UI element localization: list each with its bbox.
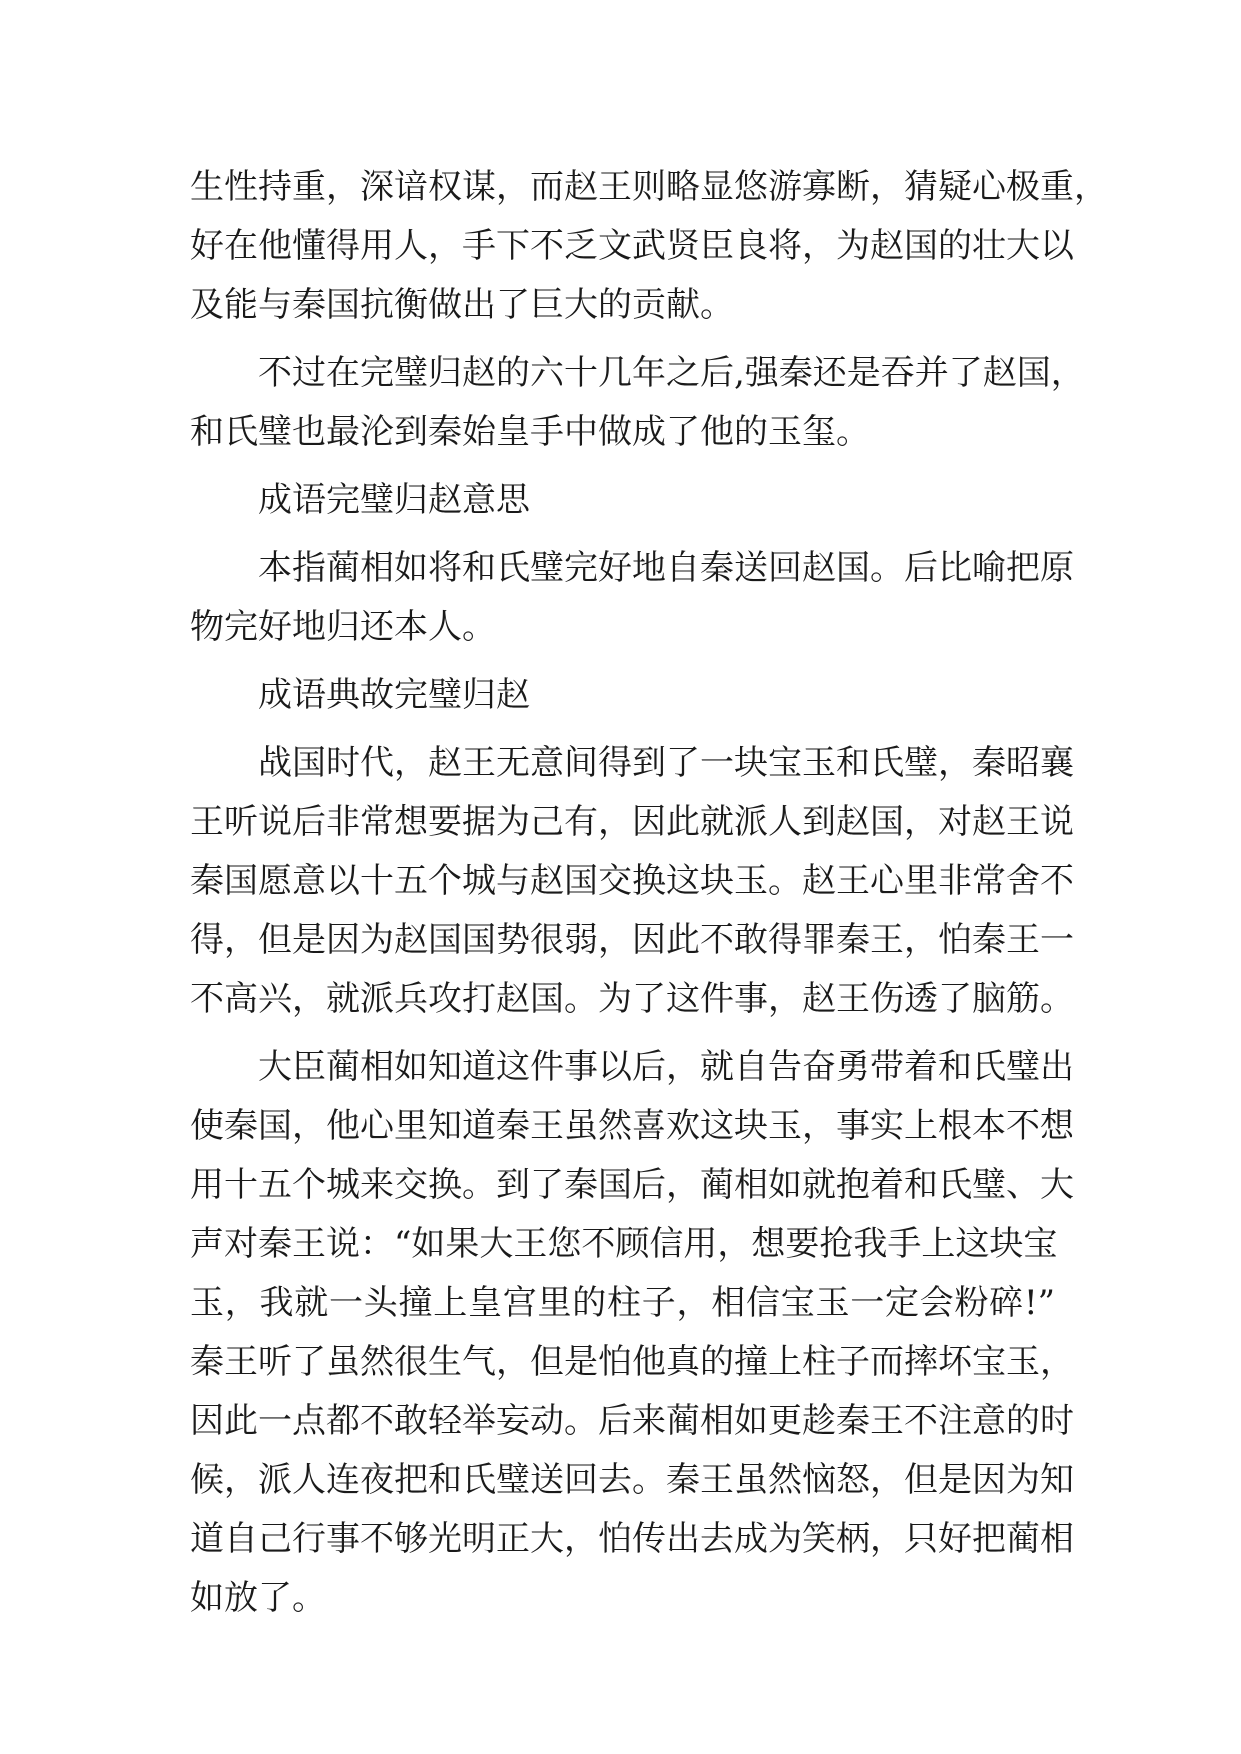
- text-line: 秦国愿意以十五个城与赵国交换这块玉。赵王心里非常舍不: [190, 861, 1074, 901]
- section-heading: [190, 471, 1055, 530]
- text-line: 因此一点都不敢轻举妄动。后来蔺相如更趁秦王不注意的时: [190, 1401, 1074, 1441]
- text-line: 玉，我就一头撞上皇宫里的柱子，相信宝玉一定会粉碎!”: [190, 1283, 1055, 1323]
- paragraph: [190, 344, 1085, 462]
- text-line: 秦王听了虽然很生气，但是怕他真的撞上柱子而摔坏宝玉，: [190, 1342, 1074, 1382]
- paragraph: [190, 539, 1074, 657]
- text-line: 不高兴，就派兵攻打赵国。为了这件事，赵王伤透了脑筋。: [190, 979, 1074, 1019]
- text-line: 生性持重，深谙权谋，而赵王则略显悠游寡断，猜疑心极重，: [190, 167, 1108, 207]
- text-line: 候，派人连夜把和氏璧送回去。秦王虽然恼怒，但是因为知: [190, 1460, 1074, 1500]
- text-line: 大臣蔺相如知道这件事以后，就自告奋勇带着和氏璧出: [258, 1047, 1074, 1087]
- text-line: 不过在完璧归赵的六十几年之后,强秦还是吞并了赵国，: [258, 353, 1085, 393]
- text-line: 道自己行事不够光明正大，怕传出去成为笑柄，只好把蔺相: [190, 1519, 1074, 1559]
- text-line: 用十五个城来交换。到了秦国后，蔺相如就抱着和氏璧、大: [190, 1165, 1074, 1205]
- text-line: 好在他懂得用人，手下不乏文武贤臣良将，为赵国的壮大以: [190, 226, 1074, 266]
- heading-text: 成语典故完璧归赵: [258, 675, 530, 715]
- text-line: 战国时代，赵王无意间得到了一块宝玉和氏璧，秦昭襄: [258, 743, 1074, 783]
- text-line: 得，但是因为赵国国势很弱，因此不敢得罪秦王，怕秦王一: [190, 920, 1074, 960]
- text-line: 如放了。: [190, 1578, 326, 1618]
- text-line: 声对秦王说：“如果大王您不顾信用，想要抢我手上这块宝: [190, 1224, 1058, 1264]
- paragraph: [190, 158, 1108, 335]
- paragraph: [190, 1038, 1074, 1628]
- paragraph: [190, 734, 1074, 1029]
- text-line: 和氏璧也最沦到秦始皇手中做成了他的玉玺。: [190, 412, 870, 452]
- text-line: 本指蔺相如将和氏璧完好地自秦送回赵国。后比喻把原: [258, 548, 1074, 588]
- text-line: 物完好地归还本人。: [190, 607, 496, 647]
- article-body: [190, 158, 1108, 1628]
- heading-text: 成语完璧归赵意思: [258, 480, 530, 520]
- section-heading: [190, 666, 1055, 725]
- text-line: 使秦国，他心里知道秦王虽然喜欢这块玉，事实上根本不想: [190, 1106, 1074, 1146]
- text-line: 及能与秦国抗衡做出了巨大的贡献。: [190, 285, 734, 325]
- text-line: 王听说后非常想要据为己有，因此就派人到赵国，对赵王说: [190, 802, 1074, 842]
